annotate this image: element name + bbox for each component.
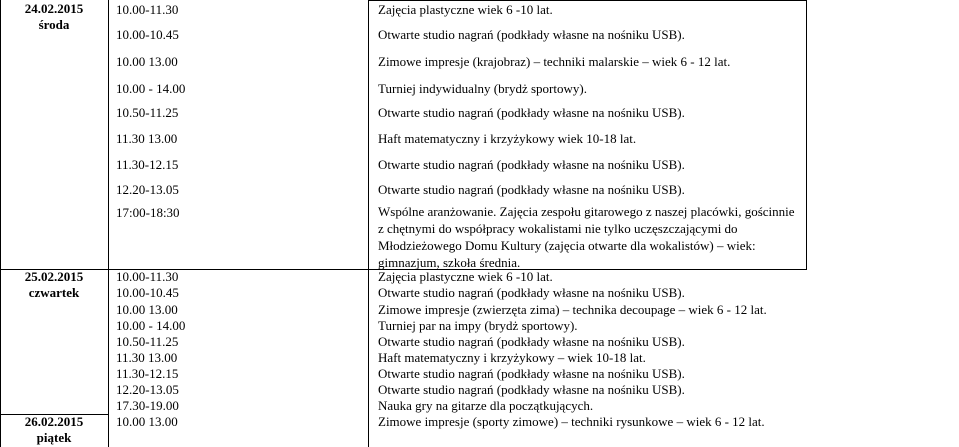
border-top-desc bbox=[368, 0, 807, 1]
session-time: 10.00-10.45 bbox=[116, 27, 179, 42]
session-description: Otwarte studio nagrań (podkłady własne na nośniku USB). bbox=[378, 334, 685, 349]
session-time: 10.50-11.25 bbox=[116, 334, 179, 349]
session-time: 17.30-19.00 bbox=[116, 398, 179, 413]
session-description: Otwarte studio nagrań (podkłady własne na nośniku USB). bbox=[378, 27, 685, 42]
session-time: 10.00-11.30 bbox=[116, 269, 179, 284]
session-time: 11.30-12.15 bbox=[116, 157, 179, 172]
day-weekday: piątek bbox=[36, 430, 72, 445]
day-date: 24.02.2015 bbox=[24, 1, 84, 16]
session-description: Otwarte studio nagrań (podkłady własne na nośniku USB). bbox=[378, 157, 685, 172]
session-time: 10.00 13.00 bbox=[116, 414, 178, 429]
session-description: Zimowe impresje (sporty zimowe) – techniki rysunkowe – wiek 6 - 12 lat. bbox=[378, 414, 765, 429]
session-time: 10.00-11.30 bbox=[116, 2, 179, 17]
session-description: Haft matematyczny i krzyżykowy wiek 10-18 lat. bbox=[378, 131, 637, 146]
session-time: 10.00 13.00 bbox=[116, 54, 178, 69]
session-description: Otwarte studio nagrań (podkłady własne na nośniku USB). bbox=[378, 105, 685, 120]
session-time: 12.20-13.05 bbox=[116, 182, 179, 197]
session-time: 11.30 13.00 bbox=[116, 350, 178, 365]
session-time: 10.00 - 14.00 bbox=[116, 318, 186, 333]
session-description: Otwarte studio nagrań (podkłady własne na nośniku USB). bbox=[378, 182, 685, 197]
session-time: 10.50-11.25 bbox=[116, 105, 179, 120]
session-description: Zimowe impresje (zwierzęta zima) – technika decoupage – wiek 6 - 12 lat. bbox=[378, 302, 767, 317]
border-right bbox=[806, 0, 807, 270]
session-description: Zajęcia plastyczne wiek 6 -10 lat. bbox=[378, 2, 553, 17]
session-description: Otwarte studio nagrań (podkłady własne na nośniku USB). bbox=[378, 366, 685, 381]
day-weekday: czwartek bbox=[28, 285, 80, 300]
session-time: 10.00-10.45 bbox=[116, 285, 179, 300]
session-time: 11.30-12.15 bbox=[116, 366, 179, 381]
session-time: 12.20-13.05 bbox=[116, 382, 179, 397]
session-description: Otwarte studio nagrań (podkłady własne na nośniku USB). bbox=[378, 285, 685, 300]
border-date-col bbox=[108, 0, 109, 447]
border-time-col bbox=[368, 0, 369, 447]
session-description: Otwarte studio nagrań (podkłady własne na nośniku USB). bbox=[378, 382, 685, 397]
session-description: Wspólne aranżowanie. Zajęcia zespołu gitarowego z naszej placówki, gościnnie z chętnymi do współpracy wokalistami nie tylko uczęszczającymi do Młodzieżowego Domu Kultury (zajęcia otwarte dla wokalistów) – wiek: gimnazjum, szkoła średnia. bbox=[378, 204, 795, 270]
session-description: Turniej par na impy (brydż sportowy). bbox=[378, 318, 578, 333]
session-description: Turniej indywidualny (brydż sportowy). bbox=[378, 81, 587, 96]
session-description: Zajęcia plastyczne wiek 6 -10 lat. bbox=[378, 269, 553, 284]
session-description: Haft matematyczny i krzyżykowy – wiek 10-18 lat. bbox=[378, 350, 646, 365]
day-date: 26.02.2015 bbox=[24, 414, 84, 429]
session-time: 11.30 13.00 bbox=[116, 131, 178, 146]
border-left bbox=[0, 0, 1, 447]
session-time: 10.00 13.00 bbox=[116, 302, 178, 317]
day-date: 25.02.2015 bbox=[24, 269, 84, 284]
session-description: Nauka gry na gitarze dla początkujących. bbox=[378, 398, 594, 413]
day-weekday: środa bbox=[38, 17, 70, 32]
session-time: 17:00-18:30 bbox=[116, 205, 180, 220]
session-description: Zimowe impresje (krajobraz) – techniki malarskie – wiek 6 - 12 lat. bbox=[378, 54, 731, 69]
session-time: 10.00 - 14.00 bbox=[116, 81, 186, 96]
